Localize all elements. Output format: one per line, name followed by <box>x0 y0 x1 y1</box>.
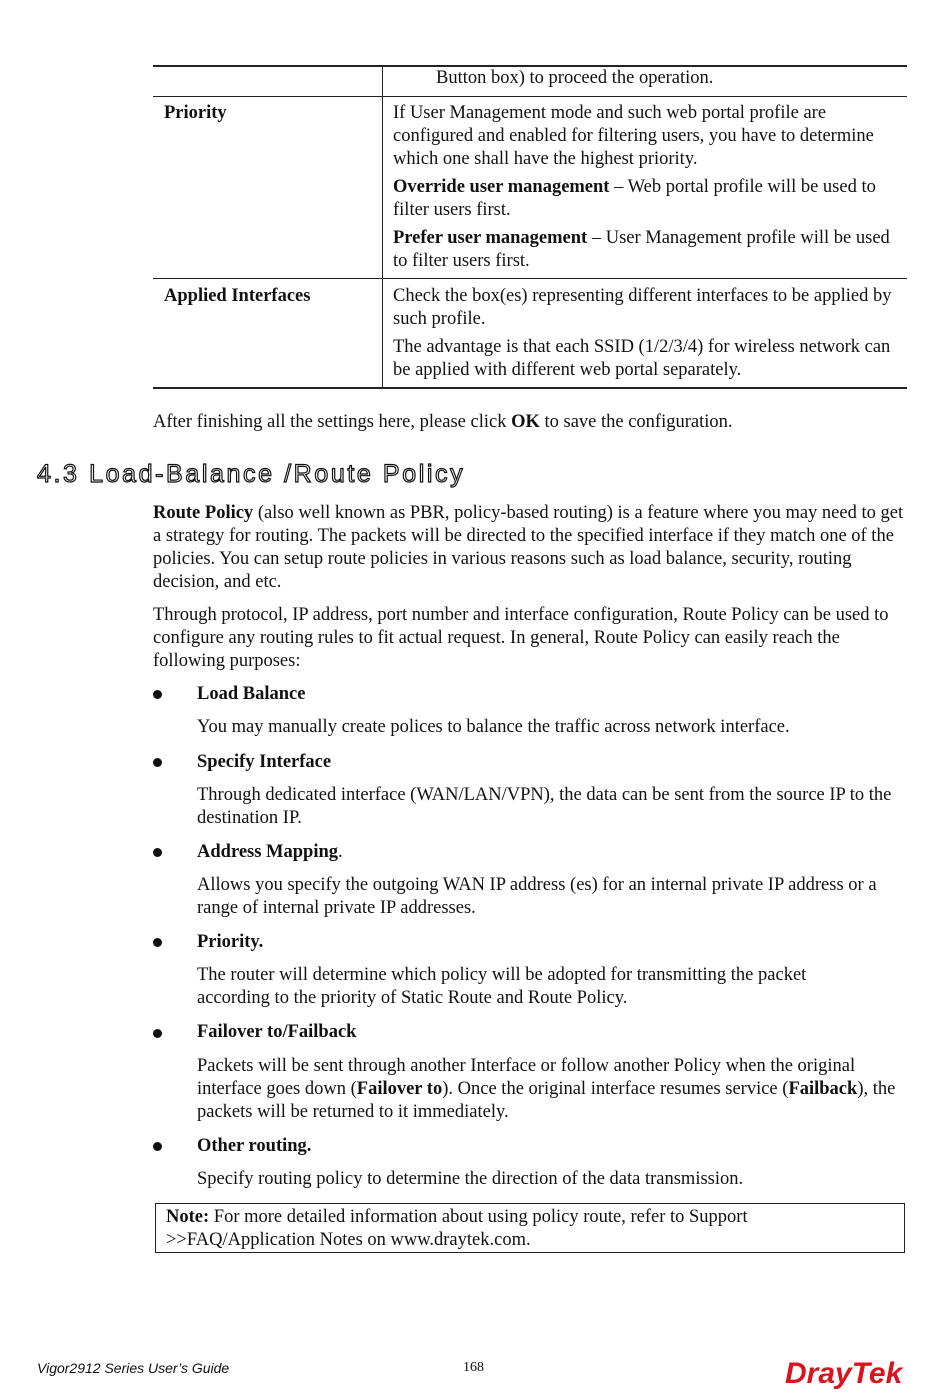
bullet-desc-failover: Packets will be sent through another Interface or follow another Policy when the original interface goes down (Failover to). Once the original interface resumes service (Failback), the packets will be returned to it immediately. <box>197 1056 896 1122</box>
bullet-icon <box>153 758 162 767</box>
bullet-icon <box>153 848 162 857</box>
bullet-title-priority: Priority. <box>197 932 264 952</box>
table-column-divider <box>382 65 383 388</box>
table-row-label-priority: Priority <box>164 103 227 123</box>
table-row-desc-priority <box>393 102 901 278</box>
applied-interfaces-desc-1: Check the box(es) representing different interfaces to be applied by such profile. <box>393 286 892 329</box>
bullet-desc-load-balance: You may manually create polices to balance the traffic across network interface. <box>197 717 790 737</box>
bullet-desc-address-mapping: Allows you specify the outgoing WAN IP address (es) for an internal private IP address or a range of internal private IP addresses. <box>197 875 877 918</box>
bullet-desc-specify-interface: Through dedicated interface (WAN/LAN/VPN), the data can be sent from the source IP to the destination IP. <box>197 785 892 828</box>
applied-interfaces-desc-2: The advantage is that each SSID (1/2/3/4) for wireless network can be applied with different web portal separately. <box>393 337 891 380</box>
bullet-icon <box>153 1029 162 1038</box>
bullet-desc-priority: The router will determine which policy will be adopted for transmitting the packet according to the priority of Static Route and Route Policy. <box>197 965 807 1008</box>
note-text: Note: For more detailed information about using policy route, refer to Support >>FAQ/Application Notes on www.draytek.com. <box>166 1207 748 1250</box>
draytek-logo <box>783 1355 908 1389</box>
bullet-title-other-routing: Other routing. <box>197 1136 312 1156</box>
table-bottom-border <box>153 387 907 389</box>
priority-option-override: Override user management – Web portal profile will be used to filter users first. <box>393 177 876 220</box>
bullet-icon <box>153 690 162 699</box>
bullet-title-failover: Failover to/Failback <box>197 1022 357 1042</box>
logo-text: DrayTek <box>785 1357 903 1389</box>
table-continued-text: Button box) to proceed the operation. <box>436 68 714 88</box>
after-table-text: After finishing all the settings here, please click OK to save the configuration. <box>153 412 733 432</box>
table-row-divider <box>153 96 907 97</box>
section-heading: 4.3 Load-Balance /Route Policy <box>37 460 466 488</box>
priority-desc: If User Management mode and such web portal profile are configured and enabled for filtering users, you have to determine which one shall have the highest priority. <box>393 103 874 169</box>
bullet-icon <box>153 1142 162 1151</box>
intro-paragraph: Route Policy (also well known as PBR, policy-based routing) is a feature where you may need to get a strategy for routing. The packets will be directed to the specified interface if they match one of the policies. You can setup route policies in various reasons such as load balance, security, routing decision, and etc. <box>153 503 904 592</box>
priority-option-prefer: Prefer user management – User Management profile will be used to filter users first. <box>393 228 890 271</box>
intro-paragraph-2: Through protocol, IP address, port number and interface configuration, Route Policy can be used to configure any routing rules to fit actual request. In general, Route Policy can easily reach the following purposes: <box>153 605 889 671</box>
footer-guide-title: Vigor2912 Series User’s Guide <box>37 1360 230 1376</box>
table-row-desc-applied-interfaces <box>393 285 901 387</box>
table-row-divider <box>153 278 907 279</box>
bullet-title-specify-interface: Specify Interface <box>197 752 332 772</box>
bullet-desc-other-routing: Specify routing policy to determine the direction of the data transmission. <box>197 1169 744 1189</box>
table-row-label-applied-interfaces: Applied Interfaces <box>164 286 311 306</box>
bullet-title-address-mapping: Address Mapping. <box>197 842 343 862</box>
bullet-title-load-balance: Load Balance <box>197 684 306 704</box>
page-number: 168 <box>463 1360 484 1375</box>
bullet-icon <box>153 938 162 947</box>
